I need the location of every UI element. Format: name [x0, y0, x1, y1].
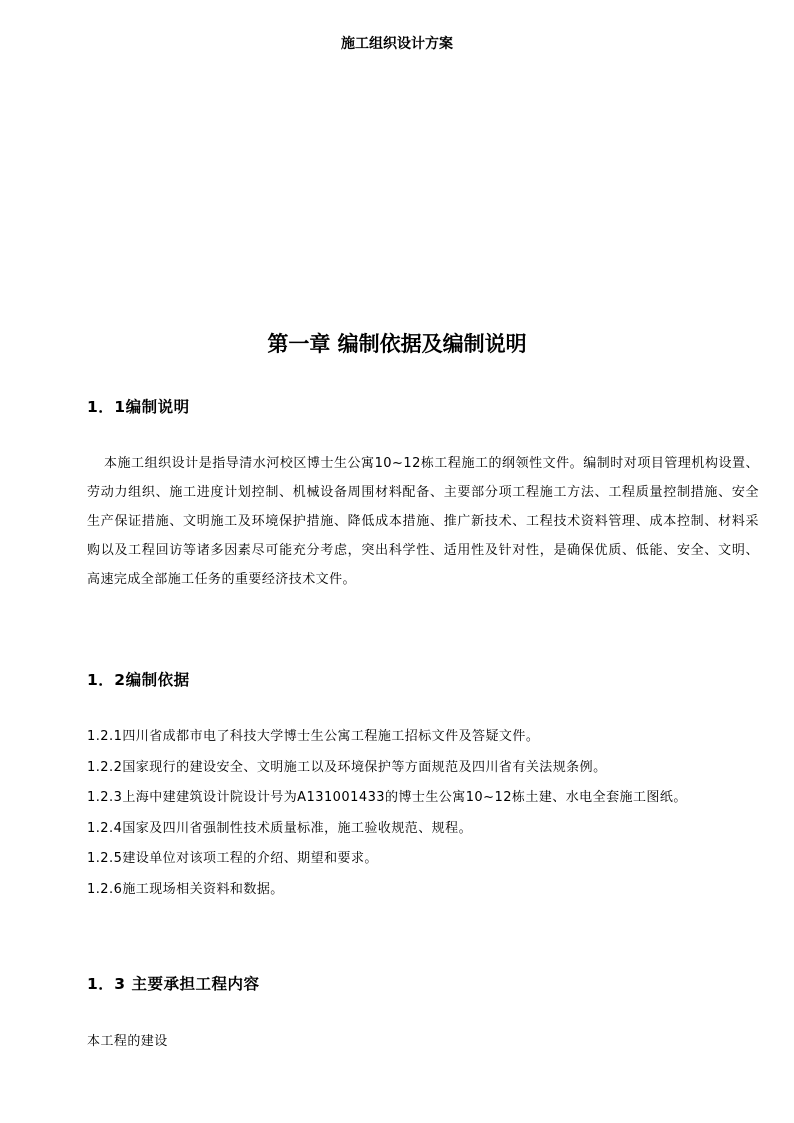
section-heading-1-1: 1．1编制说明 [87, 398, 190, 416]
list-item: 1.2.6施工现场相关资料和数据。 [87, 881, 284, 897]
list-item: 1.2.4国家及四川省强制性技术质量标准，施工验收规范、规程。 [87, 820, 473, 836]
section-paragraph-1-3: 本工程的建设 [87, 1034, 168, 1049]
list-item: 1.2.2国家现行的建设安全、文明施工以及环境保护等方面规范及四川省有关法规条例。 [87, 759, 607, 775]
section-heading-1-2: 1．2编制依据 [87, 671, 190, 689]
section-paragraph-1-1: 本施工组织设计是指导清水河校区博士生公寓10~12栋工程施工的纲领性文件。编制时对项目管理机构设置、劳动力组织、施工进度计划控制、机械设备周围材料配备、主要部分项工程施工方法、工程质量控制措施、安全生产保证措施、文明施工及环境保护措施、降低成本措施、推广新技术、工程技术资料管理、成本控制、材料采购以及工程回访等诸多因素尽可能充分考虑，突出科学性、适用性及针对性，是确保优质、低能、安全、文明、高速完成全部施工任务的重要经济技术文件。 [87, 456, 759, 587]
chapter-title: 第一章 编制依据及编制说明 [267, 332, 527, 356]
basis-list [87, 722, 759, 905]
section-heading-1-3: 1．3 主要承担工程内容 [87, 975, 260, 993]
list-item: 1.2.5建设单位对该项工程的介绍、期望和要求。 [87, 851, 378, 866]
list-item: 1.2.3上海中建建筑设计院设计号为A131001433的博士生公寓10~12栋土建、水电全套施工图纸。 [87, 790, 687, 805]
list-item: 1.2.1四川省成都市电了科技大学博士生公寓工程施工招标文件及答疑文件。 [87, 729, 540, 744]
document-header-title: 施工组织设计方案 [341, 36, 453, 52]
